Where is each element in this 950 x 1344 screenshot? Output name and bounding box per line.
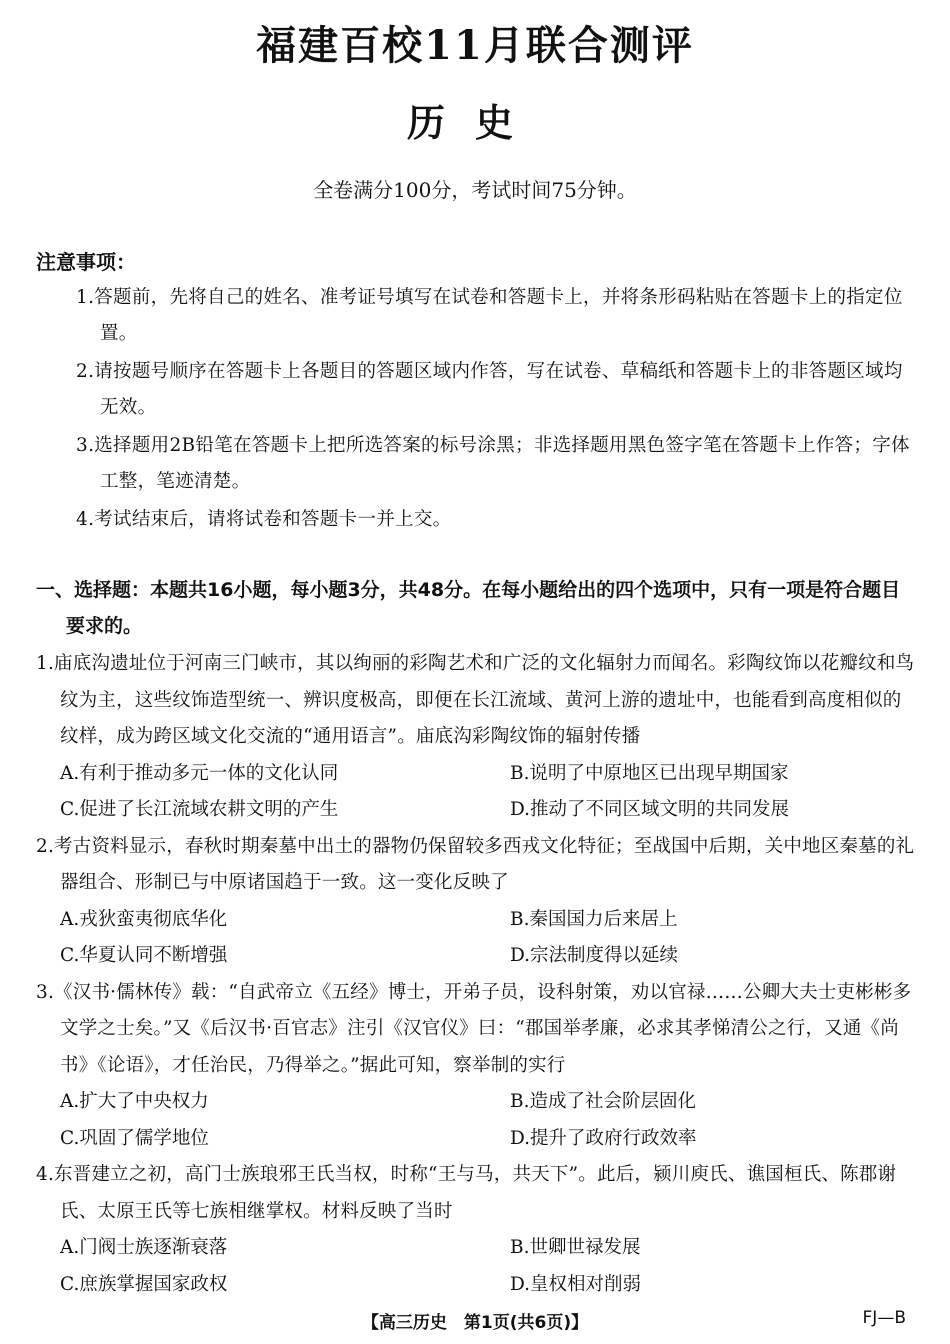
- question-stem: 2.考古资料显示，春秋时期秦墓中出土的器物仍保留较多西戎文化特征；至战国中后期，关中地区秦墓的礼器组合、形制已与中原诸国趋于一致。这一变化反映了: [36, 835, 915, 893]
- question-list: [36, 646, 916, 1303]
- page-footer: [0, 1304, 950, 1336]
- option-b: B.世卿世禄发展: [510, 1237, 641, 1258]
- section-heading: 一、选择题：本题共16小题，每小题3分，共48分。在每小题给出的四个选项中，只有一项是符合题目要求的。: [36, 579, 901, 637]
- option-c: C.庶族掌握国家政权: [60, 1273, 228, 1295]
- note-item: 2.请按题号顺序在答题卡上各题目的答题区域内作答，写在试卷、草稿纸和答题卡上的非答题区域均无效。: [76, 361, 903, 418]
- question-stem: 3.《汉书·儒林传》载：“自武帝立《五经》博士，开弟子员，设科射策，劝以官禄……公卿大夫士吏彬彬多文学之士矣。”又《后汉书·百官志》注引《汉官仪》曰：“郡国举孝廉，必求其孝悌清公之行，又通《尚书》《论语》，才任治民，乃得举之。”据此可知，察举制的实行: [36, 981, 912, 1076]
- subject-title: 历史: [406, 101, 543, 145]
- question-2: [36, 829, 916, 975]
- option-a: A.有利于推动多元一体的文化认同: [60, 762, 339, 784]
- question-1: [36, 646, 916, 829]
- option-c: C.促进了长江流域农耕文明的产生: [60, 799, 339, 820]
- exam-info: 全卷满分100分，考试时间75分钟。: [313, 178, 637, 202]
- exam-title: 福建百校11月联合测评: [256, 22, 694, 69]
- option-a: A.戎狄蛮夷彻底华化: [60, 908, 228, 930]
- option-a: A.门阀士族逐渐衰落: [60, 1237, 228, 1258]
- note-item: 1.答题前，先将自己的姓名、准考证号填写在试卷和答题卡上，并将条形码粘贴在答题卡上的指定位置。: [76, 287, 903, 344]
- note-item: 4.考试结束后，请将试卷和答题卡一并上交。: [76, 509, 452, 530]
- paper-code: FJ—B: [862, 1308, 906, 1328]
- option-d: D.推动了不同区域文明的共同发展: [510, 799, 790, 820]
- question-stem: 4.东晋建立之初，高门士族琅邪王氏当权，时称“王与马，共天下”。此后，颍川庾氏、谯国桓氏、陈郡谢氏、太原王氏等七族相继掌权。材料反映了当时: [36, 1164, 897, 1222]
- options: [36, 902, 916, 975]
- option-d: D.提升了政府行政效率: [510, 1127, 697, 1149]
- option-c: C.华夏认同不断增强: [60, 945, 228, 966]
- question-3: [36, 975, 916, 1158]
- note-item: 3.选择题用2B铅笔在答题卡上把所选答案的标号涂黑；非选择题用黑色签字笔在答题卡上作答；字体工整，笔迹清楚。: [76, 435, 910, 492]
- options: [36, 756, 916, 829]
- option-c: C.巩固了儒学地位: [60, 1127, 209, 1149]
- notes-heading: 注意事项：: [36, 250, 136, 274]
- option-a: A.扩大了中央权力: [60, 1091, 209, 1112]
- options: [36, 1084, 916, 1157]
- option-b: B.说明了中原地区已出现早期国家: [510, 762, 789, 784]
- notes-list: [76, 280, 916, 540]
- page-number: 【高三历史 第1页(共6页)】: [361, 1313, 589, 1333]
- option-d: D.宗法制度得以延续: [510, 945, 679, 966]
- option-b: B.秦国国力后来居上: [510, 908, 678, 930]
- question-stem: 1.庙底沟遗址位于河南三门峡市，其以绚丽的彩陶艺术和广泛的文化辐射力而闻名。彩陶纹饰以花瓣纹和鸟纹为主，这些纹饰造型统一、辨识度极高，即便在长江流域、黄河上游的遗址中，也能看到高度相似的纹样，成为跨区域文化交流的“通用语言”。庙底沟彩陶纹饰的辐射传播: [36, 653, 915, 747]
- option-b: B.造成了社会阶层固化: [510, 1091, 696, 1112]
- question-4: [36, 1157, 916, 1303]
- option-d: D.皇权相对削弱: [510, 1273, 642, 1295]
- options: [36, 1230, 916, 1303]
